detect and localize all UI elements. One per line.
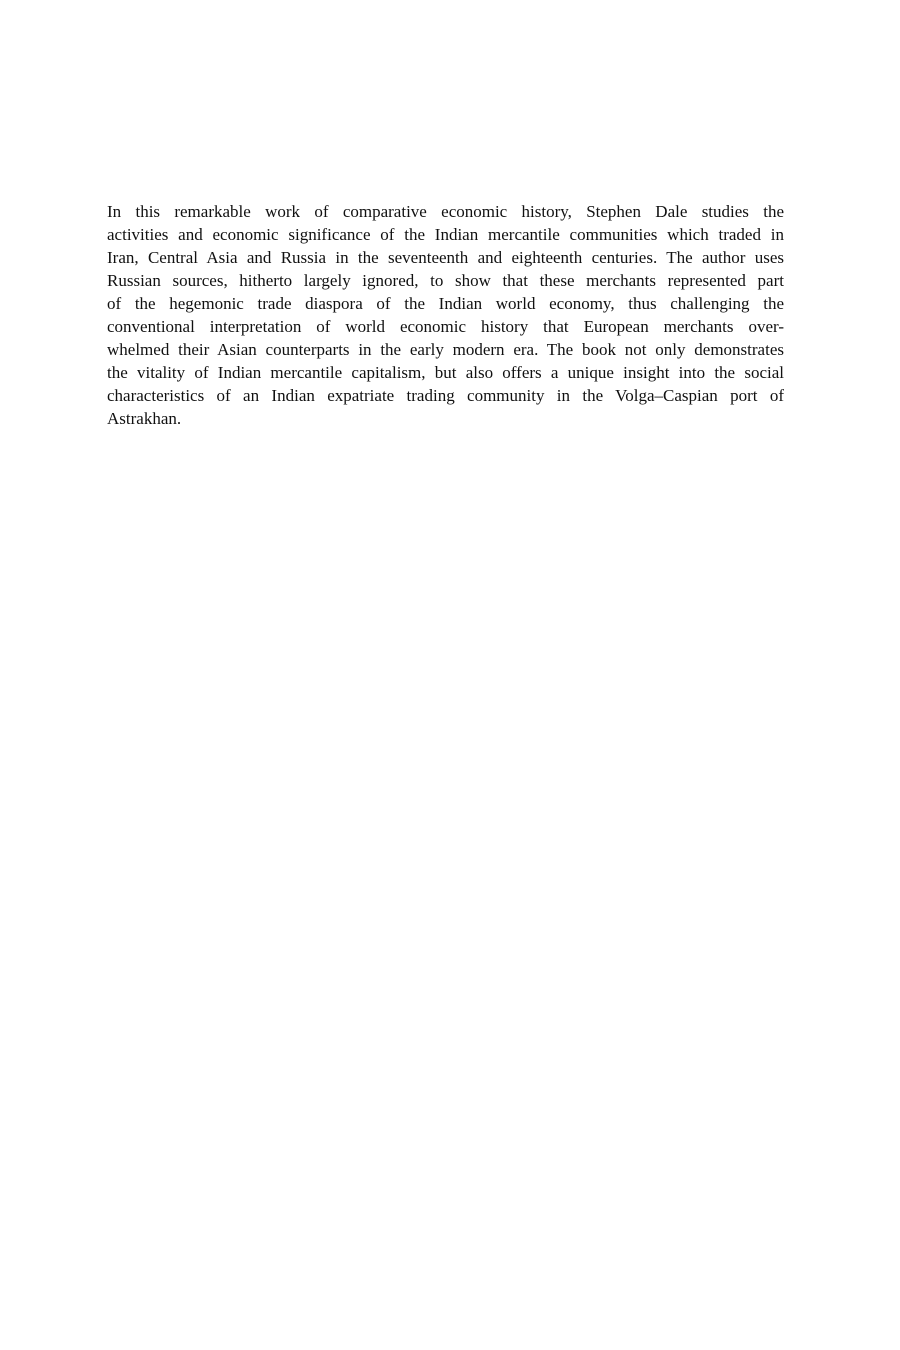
text-line: characteristics of an Indian expatriate trading community in the Volga–Caspian port of bbox=[107, 386, 784, 405]
text-line: of the hegemonic trade diaspora of the Indian world economy, thus challenging the bbox=[107, 294, 784, 313]
text-line: the vitality of Indian mercantile capitalism, but also offers a unique insight into the social bbox=[107, 363, 784, 382]
book-description-paragraph bbox=[107, 200, 784, 430]
text-line: Russian sources, hitherto largely ignored, to show that these merchants represented part bbox=[107, 271, 784, 290]
text-line: Astrakhan. bbox=[107, 409, 182, 428]
text-line: conventional interpretation of world economic history that European merchants over- bbox=[107, 317, 784, 336]
text-line: activities and economic significance of the Indian mercantile communities which traded in bbox=[107, 225, 784, 244]
text-line: In this remarkable work of comparative economic history, Stephen Dale studies the bbox=[107, 202, 784, 221]
text-line: Iran, Central Asia and Russia in the seventeenth and eighteenth centuries. The author uses bbox=[107, 248, 784, 267]
text-line: whelmed their Asian counterparts in the early modern era. The book not only demonstrates bbox=[107, 340, 784, 359]
